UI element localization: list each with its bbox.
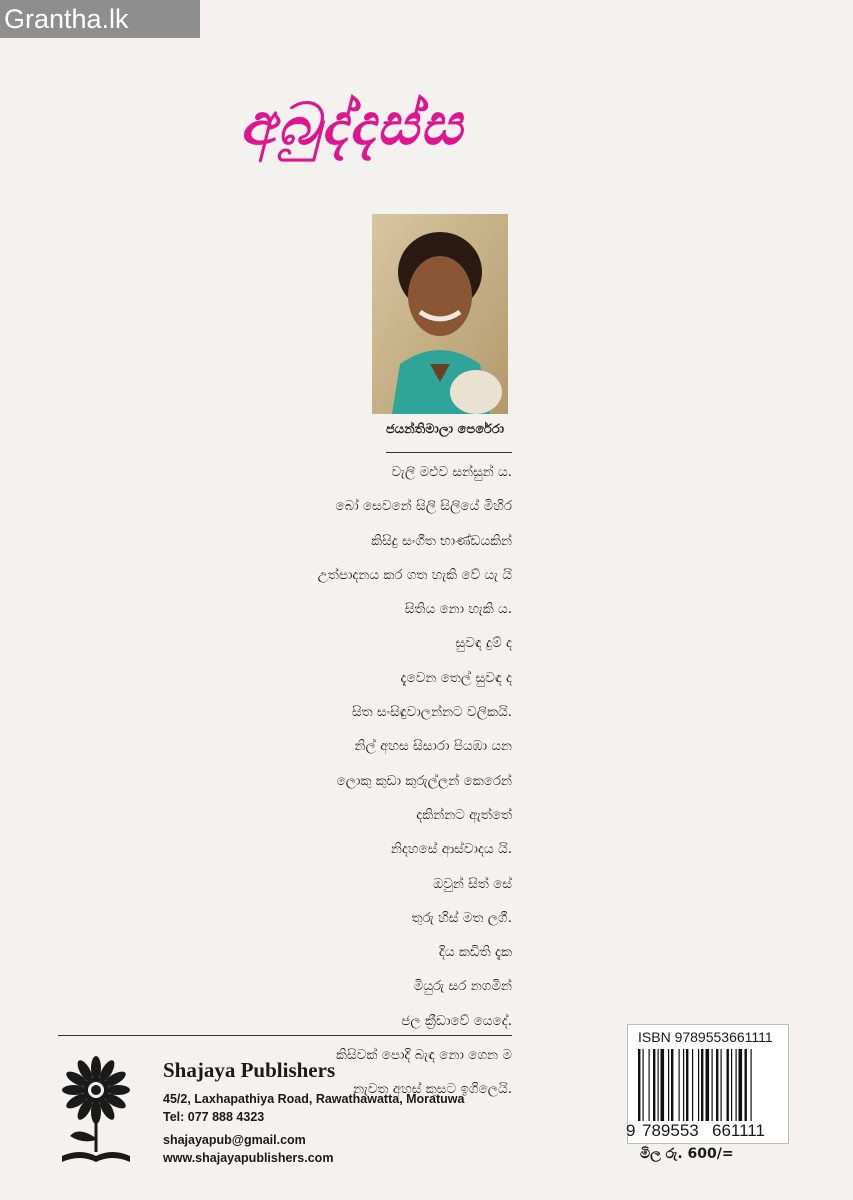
publisher-website: www.shajayapublishers.com [163, 1151, 334, 1165]
poem-line: වැලි මළුව සන්සුන් ය. [391, 464, 512, 480]
barcode-icon [636, 1049, 782, 1121]
poem-line: නිල් අහස සිසාරා පියඹා යන [354, 738, 512, 755]
isbn-digit-first: 9 [626, 1121, 636, 1140]
isbn-label: ISBN 9789553661111 [638, 1029, 773, 1045]
isbn-digit-group-2: 661111 [712, 1121, 765, 1140]
poem-line: කිසිවක් පොදි බැඳ නො ගෙන ම [336, 1047, 512, 1064]
poem-line: බෝ සෙවනේ සිලි සිලියේ මිහිර [335, 498, 512, 515]
sunflower-book-icon [56, 1052, 136, 1170]
divider-bottom [58, 1035, 512, 1036]
author-name: ජයන්තිමාලා පෙරේරා [385, 422, 505, 437]
publisher-phone: Tel: 077 888 4323 [163, 1110, 265, 1124]
poem-line: ඔවුන් සිත් සේ [433, 875, 512, 892]
poem-line: සිත සංසිඳුවාලන්නට වලිකයි. [351, 704, 512, 721]
publisher-address: 45/2, Laxhapathiya Road, Rawathawatta, Moratuwa [163, 1092, 465, 1106]
poem-line: දැවෙන තෙල් සුවඳ ද [400, 669, 512, 686]
divider-top [386, 452, 512, 453]
poem-line: සුවඳ දුම් ද [455, 635, 512, 652]
poem-line: දිය කඩිති දැක [438, 944, 512, 961]
poem-excerpt [192, 455, 512, 1107]
poem-line: සිතිය නො හැකි ය. [404, 601, 512, 618]
poem-line: ජල ක්‍රීඩාවේ යෙදේ. [401, 1012, 512, 1029]
poem-line: නිදහසේ ආස්වාදය යි. [390, 841, 512, 858]
poem-line: ලොකු කුඩා කුරුල්ලන් කෙරෙන් [336, 772, 512, 789]
poem-line: තුරු හිස් මත ලගී. [411, 909, 512, 926]
publisher-email: shajayapub@gmail.com [163, 1133, 306, 1147]
poem-line: දකින්නට ඇත්තේ [416, 806, 512, 823]
site-watermark: Grantha.lk [0, 0, 200, 38]
price-label: මිල රු. 600/= [640, 1146, 734, 1162]
isbn-barcode-block [627, 1024, 789, 1144]
poem-line: මියුරු සර නගමින් [413, 978, 512, 995]
book-title: අබුද්දස්ස [240, 90, 465, 158]
poem-line: උත්පාදනය කර ගත හැකි වේ යැ යි [317, 566, 512, 583]
publisher-name: Shajaya Publishers [163, 1058, 336, 1082]
poem-line: නැවත අහස් කුසට ඉගිලෙයි. [353, 1081, 512, 1098]
poem-line: කිසිදු සංගීත භාණ්ඩයකින් [371, 532, 512, 549]
author-photo [372, 214, 508, 414]
isbn-digit-group-1: 789553 [642, 1121, 699, 1140]
